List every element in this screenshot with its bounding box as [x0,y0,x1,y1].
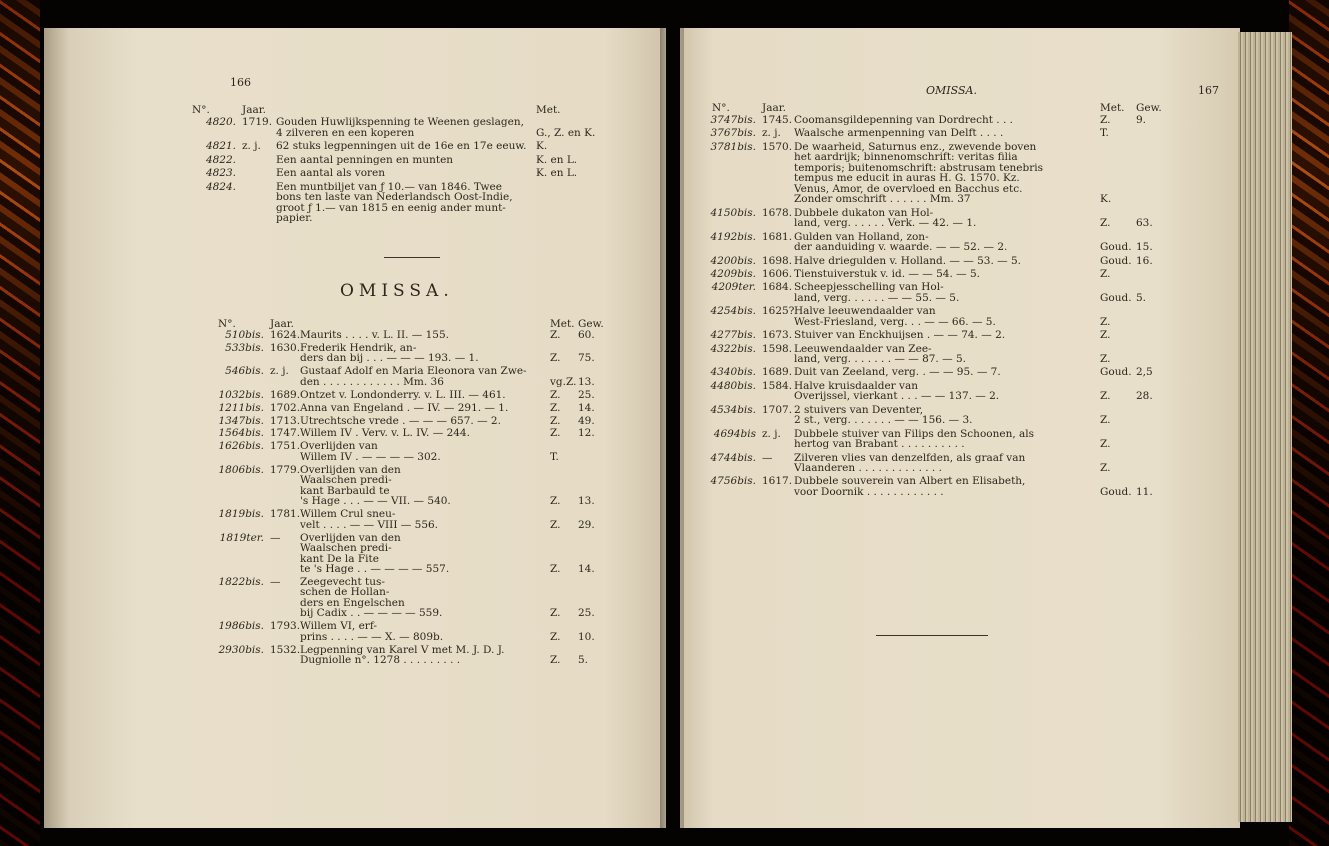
entry-description: Een aantal als voren [276,167,386,179]
entry-number: 4744bis. [710,451,756,464]
entry-description: Willem IV . Verv. v. L. IV. — 244. [300,427,470,440]
entry-number: 3781bis. [710,140,756,153]
entry-number: 2930bis. [218,643,264,656]
entry-metal: Z. [1100,315,1111,328]
entry-year: 1673. [762,329,793,342]
entry-number: 1211bis. [218,401,264,414]
page-number: 166 [230,76,251,89]
entry-weight: 2,5 [1136,366,1153,379]
entry-description: Willem VI, erf- [300,620,377,633]
entry-metal: Z. [550,607,561,620]
entry-year: 1698. [762,254,793,267]
entry-description: Dubbele dukaton van Hol- [794,206,934,219]
entry-number: 1032bis. [218,388,264,401]
entry-description: West-Friesland, verg. . . — — 66. — 5. [794,315,996,328]
entry-weight: 5. [1136,291,1147,304]
section-divider [384,257,440,258]
entry-year: 1606. [762,267,793,280]
entry-description: Zonder omschrift . . . . . . Mm. 37 [794,193,971,206]
entry-description: ders dan bij . . . — — — 193. — 1. [300,352,479,365]
entry-metal: Z. [550,630,561,643]
entry-metal: Z. [550,518,561,531]
entry-description: tempus me educit in auras H. G. 1570. Kz. [794,172,1020,185]
entry-weight: 29. [578,518,595,531]
entry-description: temporis; buitenomschrift: abstrusam tenebris [794,161,1043,174]
entry-metal: Z. [550,329,561,341]
entry-number: 4820. [205,116,236,128]
entry-description: Gulden van Holland, zon- [794,230,929,243]
entry-description: ders en Engelschen [300,596,405,609]
entry-description: Maurits . . . . v. L. II. — 155. [300,329,449,341]
entry-weight: 10. [578,630,595,643]
running-title: OMISSA. [926,84,977,97]
entry-weight: 60. [578,329,595,341]
left-page [44,28,666,828]
entry-metal: Z. [550,427,561,440]
entry-year: 1598. [762,342,793,355]
entry-description: Legpenning van Karel V met M. J. D. J. [300,643,505,656]
entry-description: 62 stuks legpenningen uit de 16e en 17e eeuw. [276,140,527,152]
entry-description: Gustaaf Adolf en Maria Eleonora van Zwe- [300,365,527,378]
entry-metal: Z. [550,414,561,427]
entry-year: 1617. [762,475,793,488]
entry-year: 1779. [270,463,301,476]
entry-metal: Z. [1100,438,1111,451]
entry-description: Halve kruisdaalder van [794,379,918,392]
entry-description: kant Barbauld te [300,484,390,497]
column-header-weight: Gew. [1136,102,1162,114]
entry-description: Stuiver van Enckhuijsen . — — 74. — 2. [794,329,1006,342]
right-page [680,28,1240,828]
entry-weight: 12. [578,427,595,440]
entry-year: 1625? [762,305,795,318]
entry-metal: T. [550,450,559,463]
entry-year: 1681. [762,230,793,243]
entry-description: Overijssel, vierkant . . . — — 137. — 2. [794,390,1000,403]
entry-description: Een muntbiljet van ƒ 10.— van 1846. Twee [276,180,502,193]
entry-metal: T. [1100,127,1109,140]
entry-description: prins . . . . — — X. — 809b. [300,630,444,643]
column-header-year: Jaar. [762,102,786,114]
entry-description: land, verg. . . . . . Verk. — 42. — 1. [794,217,977,230]
entry-description: Scheepjesschelling van Hol- [794,281,944,294]
entry-weight: 13. [578,375,595,388]
entry-weight: 13. [578,495,595,508]
page-number: 167 [1198,84,1219,97]
entry-year: 1684. [762,281,793,294]
entry-number: 4192bis. [710,230,756,243]
entry-description: Willem IV . — — — — 302. [300,450,441,463]
entry-number: 1806bis. [218,463,264,476]
column-header-year: Jaar. [270,318,294,330]
entry-number: 4340bis. [710,366,756,379]
entry-description: hertog van Brabant . . . . . . . . . . [794,438,965,451]
entry-number: 510bis. [225,329,264,341]
column-header-number: N°. [218,318,236,330]
entry-number: 4322bis. [710,342,756,355]
entry-number: 4277bis. [710,329,756,342]
entry-number: 4756bis. [710,475,756,488]
entry-metal: Z. [550,495,561,508]
entry-description: Gouden Huwlijkspenning te Weenen geslagen, [276,116,524,128]
entry-weight: 14. [578,401,595,414]
entry-metal: Z. [1100,390,1111,403]
entry-description: bij Cadix . . — — — — 559. [300,607,443,620]
entry-description: schen de Hollan- [300,586,390,599]
entry-description: Halve driegulden v. Holland. — — 53. — 5. [794,254,1021,267]
entry-description: Waalsche armenpenning van Delft . . . . [794,127,1004,140]
entry-description: Utrechtsche vrede . — — — 657. — 2. [300,414,501,427]
entry-weight: 11. [1136,485,1153,498]
entry-number: 3767bis. [710,127,756,140]
entry-description: Dubbele souverein van Albert en Elisabeth, [794,475,1026,488]
entry-metal: Z. [550,352,561,365]
entry-number: 1819ter. [219,531,264,544]
entry-year: 1532. [270,643,301,656]
entry-description: Een aantal penningen en munten [276,153,454,166]
entry-number: 533bis. [225,341,264,354]
entry-metal: Z. [1100,462,1111,474]
entry-description: Ontzet v. Londonderry. v. L. III. — 461. [300,388,506,401]
entry-metal: Z. [1100,217,1111,230]
entry-number: 4254bis. [710,305,756,318]
entry-metal: Z. [550,388,561,401]
entry-metal: vg.Z. [550,375,577,388]
entry-weight: 25. [578,607,595,620]
entry-description: 4 zilveren en een koperen [276,126,415,139]
entry-number: 3747bis. [710,114,756,126]
entry-description: Coomansgildepenning van Dordrecht . . . [794,114,1013,126]
entry-number: 1626bis. [218,440,264,453]
column-header-weight: Gew. [578,318,604,330]
entry-metal: K. [1100,193,1112,206]
entry-weight: 15. [1136,241,1153,254]
column-header-number: N°. [192,104,210,116]
entry-number: 1819bis. [218,508,264,521]
entry-number: 4694bis [713,427,756,440]
entry-year: 1689. [762,366,793,379]
entry-description: papier. [276,212,313,224]
entry-description: 's Hage . . . — — VII. — 540. [300,495,451,508]
entry-year: — [270,575,281,588]
entry-description: Duit van Zeeland, verg. . — — 95. — 7. [794,366,1001,379]
entry-number: 4824. [205,180,236,193]
entry-year: 1793. [270,620,301,633]
entry-description: Overlijden van den [300,531,401,544]
entry-number: 4150bis. [710,206,756,219]
entry-weight: 49. [578,414,595,427]
entry-year: 1570. [762,140,793,153]
entry-number: 4209bis. [710,267,756,280]
entry-number: 1822bis. [218,575,264,588]
entry-description: Willem Crul sneu- [300,508,396,521]
entry-metal: G., Z. en K. [536,126,596,139]
entry-metal: Z. [1100,329,1111,342]
entry-weight: 63. [1136,217,1153,230]
entry-year: 1630. [270,341,301,354]
entry-year: 1747. [270,427,301,440]
entry-weight: 9. [1136,114,1147,126]
entry-number: 4480bis. [710,379,756,392]
entry-description: den . . . . . . . . . . . . Mm. 36 [300,375,444,388]
book-spine [660,28,684,828]
entry-description: Overlijden van den [300,463,401,476]
entry-description: kant De la Fite [300,552,379,565]
entry-number: 4209ter. [711,281,756,294]
page-edges [1238,32,1292,822]
entry-year: 1713. [270,414,301,427]
entry-year: z. j. [270,365,289,378]
entry-year: 1584. [762,379,793,392]
entry-metal: Z. [1100,414,1111,427]
entry-description: voor Doornik . . . . . . . . . . . . [794,485,944,498]
entry-year: — [270,531,281,544]
entry-description: Halve leeuwendaalder van [794,305,936,318]
entry-description: Waalschen predi- [300,542,392,554]
entry-number: 1986bis. [218,620,264,633]
column-header-metal: Met. [536,104,561,116]
entry-number: 4821. [205,140,236,152]
column-header-metal: Met. [1100,102,1125,114]
entry-number: 1347bis. [218,414,264,427]
entry-description: Vlaanderen . . . . . . . . . . . . . [794,462,942,474]
entry-description: Dugniolle n°. 1278 . . . . . . . . . [300,654,461,667]
entry-year: 1624. [270,329,301,341]
entry-year: 1745. [762,114,793,126]
entry-description: het aardrijk; binnenomschrift: veritas filia [794,151,1018,164]
entry-metal: Goud. [1100,241,1132,254]
entry-description: Zilveren vlies van denzelfden, als graaf van [794,451,1026,464]
entry-year: 1719. [242,116,273,128]
entry-year: 1707. [762,403,793,416]
book-cover-left [0,0,40,846]
entry-metal: Goud. [1100,291,1132,304]
entry-metal: Z. [1100,267,1111,280]
book-cover-right [1289,0,1329,846]
entry-number: 4534bis. [710,403,756,416]
entry-metal: Z. [1100,353,1111,365]
entry-description: velt . . . . — — VIII — 556. [300,518,439,531]
entry-number: 4822. [205,153,236,166]
entry-metal: Goud. [1100,366,1132,379]
entry-description: Overlijden van [300,440,378,453]
entry-weight: 16. [1136,254,1153,267]
entry-number: 4200bis. [710,254,756,267]
entry-description: bons ten laste van Nederlandsch Oost-Indie, [276,191,513,203]
entry-metal: Goud. [1100,254,1132,267]
entry-description: Anna van Engeland . — IV. — 291. — 1. [300,401,509,414]
entry-year: z. j. [762,427,781,440]
entry-year: 1781. [270,508,301,521]
entry-weight: 75. [578,352,595,365]
entry-number: 4823. [205,167,236,179]
entry-description: Zeegevecht tus- [300,575,385,588]
entry-metal: Z. [550,401,561,414]
entry-year: — [762,451,773,464]
entry-description: 2 stuivers van Deventer, [794,403,924,416]
entry-description: Dubbele stuiver van Filips den Schoonen, als [794,427,1035,440]
column-header-number: N°. [712,102,730,114]
column-header-metal: Met. [550,318,575,330]
entry-year: z. j. [762,127,781,140]
entry-year: 1751. [270,440,301,453]
entry-metal: K. en L. [536,153,578,166]
entry-description: Waalschen predi- [300,474,392,487]
entry-weight: 28. [1136,390,1153,403]
entry-description: land, verg. . . . . . . — — 87. — 5. [794,353,966,365]
entry-number: 546bis. [225,365,264,378]
entry-description: groot ƒ 1.— van 1815 en eenig ander munt- [276,201,506,214]
entry-description: 2 st., verg. . . . . . . — — 156. — 3. [794,414,973,427]
entry-metal: K. en L. [536,167,578,179]
entry-description: Tienstuiverstuk v. id. — — 54. — 5. [794,267,980,280]
entry-description: te 's Hage . . — — — — 557. [300,563,450,575]
entry-description: Frederik Hendrik, an- [300,341,417,354]
entry-year: 1702. [270,401,301,414]
entry-year: 1689. [270,388,301,401]
entry-description: De waarheid, Saturnus enz., zwevende boven [794,140,1037,153]
omissa-heading: OMISSA. [340,281,454,301]
end-rule [876,635,988,636]
entry-weight: 5. [578,654,589,667]
entry-weight: 25. [578,388,595,401]
entry-year: 1678. [762,206,793,219]
entry-number: 1564bis. [218,427,264,440]
column-header-year: Jaar. [242,104,266,116]
entry-weight: 14. [578,563,595,575]
entry-metal: Z. [550,654,561,667]
entry-year: z. j. [242,140,261,152]
entry-metal: Z. [550,563,561,575]
entry-metal: Goud. [1100,485,1132,498]
entry-metal: K. [536,140,548,152]
entry-description: Leeuwendaalder van Zee- [794,342,932,355]
entry-metal: Z. [1100,114,1111,126]
entry-description: Venus, Amor, de overvloed en Bacchus etc. [794,182,1023,195]
entry-description: land, verg. . . . . . — — 55. — 5. [794,291,960,304]
entry-description: der aanduiding v. waarde. — — 52. — 2. [794,241,1008,254]
